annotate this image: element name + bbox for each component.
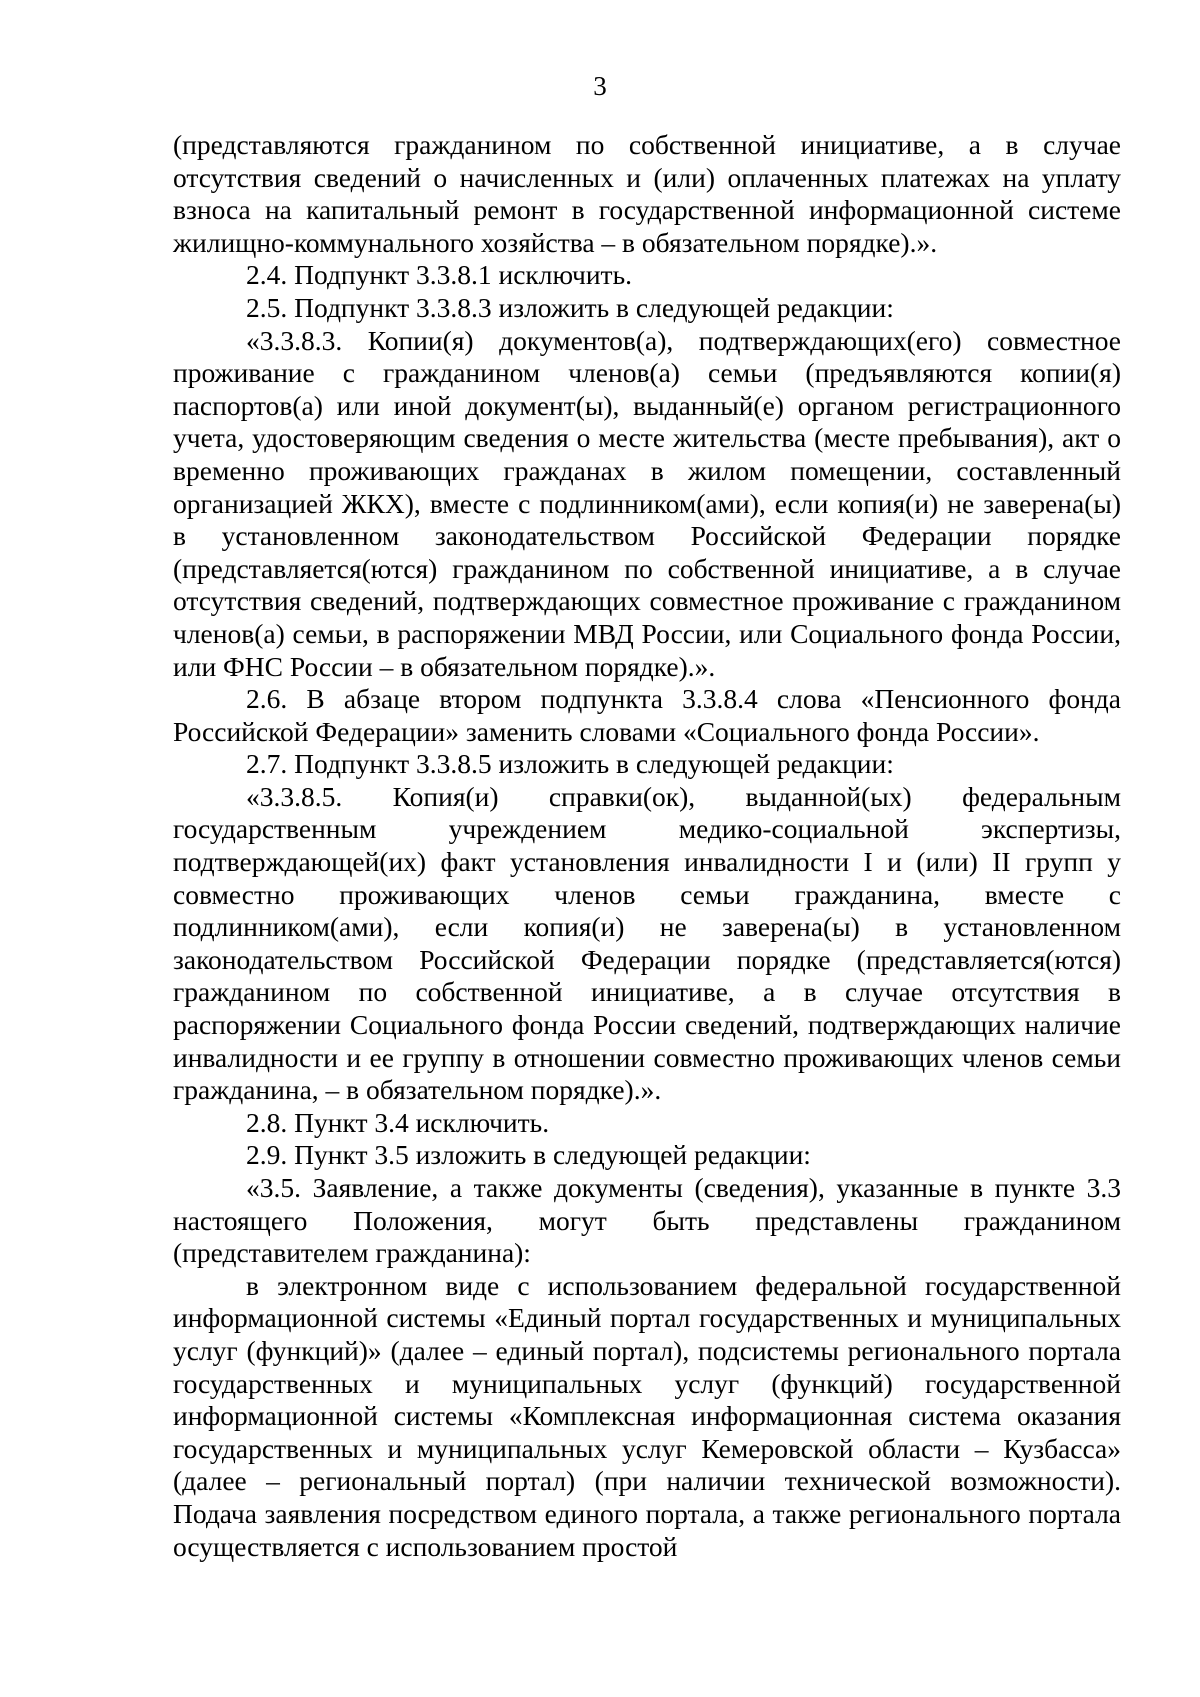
document-body [173,129,1121,1563]
paragraph-2-9: 2.9. Пункт 3.5 изложить в следующей редакции: [246,1139,811,1171]
paragraph-2-7: 2.7. Подпункт 3.3.8.5 изложить в следующей редакции: [246,748,894,780]
paragraph-2-6: 2.6. В абзаце втором подпункта 3.3.8.4 слова «Пенсионного фонда Российской Федерации» заменить словами «Социального фонда России». [173,683,1121,747]
paragraph-2-4: 2.4. Подпункт 3.3.8.1 исключить. [246,259,632,291]
paragraph-2-5: 2.5. Подпункт 3.3.8.3 изложить в следующей редакции: [246,291,894,323]
paragraph-continuation: (представляются гражданином по собственной инициативе, а в случае отсутствия сведений о начисленных и (или) оплаченных платежах на уплату взноса на капитальный ремонт в государственной информационной системе жилищно-коммунального хозяйства – в обязательном порядке).». [173,129,1121,258]
page-number: 3 [593,71,607,101]
paragraph-2-8: 2.8. Пункт 3.4 исключить. [246,1106,550,1138]
paragraph-3-3-8-5: «3.3.8.5. Копия(и) справки(ок), выданной(ых) федеральным государственным учреждением медико-социальной экспертизы, подтверждающей(их) факт установления инвалидности I и (или) II групп у совместно проживающих членов семьи гражданина, вместе с подлинником(ами), если копия(и) не заверена(ы) в установленном законодательством Российской Федерации порядке (представляется(ются) гражданином по собственной инициативе, а в случае отсутствия в распоряжении Социального фонда России сведений, подтверждающих наличие инвалидности и ее группу в отношении совместно проживающих членов семьи гражданина, – в обязательном порядке).». [173,780,1121,1106]
paragraph-3-5: «3.5. Заявление, а также документы (сведения), указанные в пункте 3.3 настоящего Положения, могут быть представлены гражданином (представителем гражданина): [173,1172,1121,1269]
paragraph-electronic-form: в электронном виде с использованием федеральной государственной информационной системы «Единый портал государственных и муниципальных услуг (функций)» (далее – единый портал), подсистемы регионального портала государственных и муниципальных услуг (функций) государственной информационной системы «Комплексная информационная система оказания государственных и муниципальных услуг Кемеровской области – Кузбасса» (далее – региональный портал) (при наличии технической возможности). Подача заявления посредством единого портала, а также регионального портала осуществляется с использованием простой [173,1269,1121,1562]
paragraph-3-3-8-3: «3.3.8.3. Копии(я) документов(а), подтверждающих(его) совместное проживание с гражданином членов(а) семьи (предъявляются копии(я) паспортов(а) или иной документ(ы), выданный(е) органом регистрационного учета, удостоверяющим сведения о месте жительства (месте пребывания), акт о временно проживающих гражданах в жилом помещении, составленный организацией ЖКХ), вместе с подлинником(ами), если копия(и) не заверена(ы) в установленном законодательством Российской Федерации порядке (представляется(ются) гражданином по собственной инициативе, а в случае отсутствия сведений, подтверждающих совместное проживание с гражданином членов(а) семьи, в распоряжении МВД России, или Социального фонда России, или ФНС России – в обязательном порядке).». [173,324,1121,682]
